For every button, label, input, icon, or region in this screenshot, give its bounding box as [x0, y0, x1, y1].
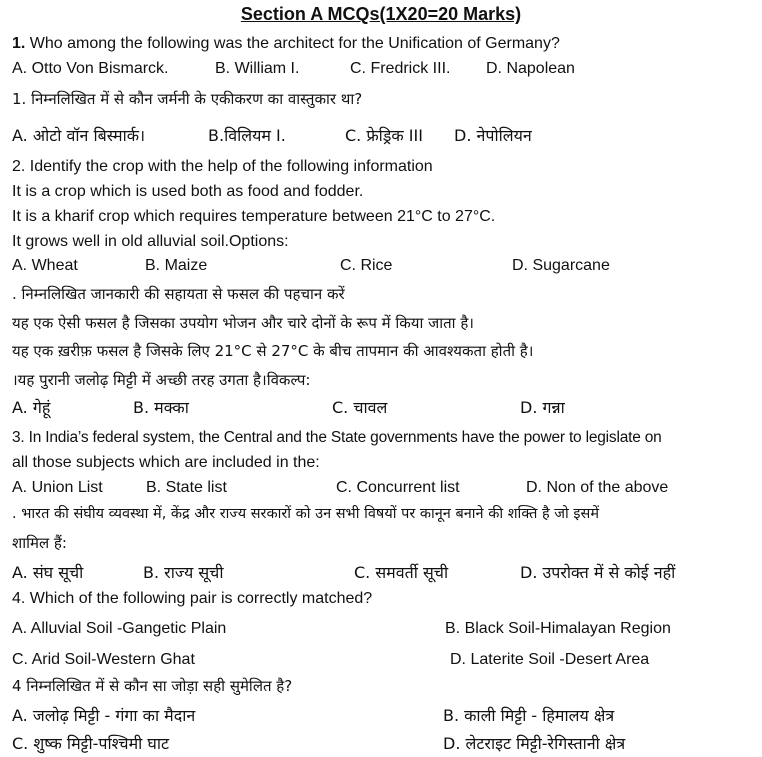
question-4-hindi: 4 निम्नलिखित में से कौन सा जोड़ा सही सुमेलित है? — [12, 677, 293, 695]
q3-hindi-option-a: A. संघ सूची — [12, 563, 84, 582]
q4-option-b: B. Black Soil-Himalayan Region — [445, 620, 671, 637]
q2-hindi-option-a: A. गेहूं — [12, 398, 51, 417]
q4-hindi-option-a: A. जलोढ़ मिट्टी - गंगा का मैदान — [12, 706, 196, 725]
question-2-text: 2. Identify the crop with the help of the following information — [12, 158, 433, 175]
question-2-hindi-line-3: ।यह पुरानी जलोढ़ मिट्टी में अच्छी तरह उगता है।विकल्प: — [12, 371, 311, 389]
q3-hindi-option-b: B. राज्य सूची — [143, 563, 224, 582]
q3-hindi-option-d: D. उपरोक्त में से कोई नहीं — [520, 563, 676, 582]
q2-option-b: B. Maize — [145, 257, 208, 274]
section-heading: Section A MCQs(1X20=20 Marks) — [240, 4, 522, 24]
question-2-line-2: It is a kharif crop which requires temperature between 21°C to 27°C. — [12, 208, 496, 225]
q4-option-d: D. Laterite Soil -Desert Area — [450, 651, 650, 668]
q1-option-c: C. Fredrick III. — [350, 60, 451, 77]
question-3-hindi-2: शामिल हैं: — [12, 534, 67, 552]
q1-option-b: B. William I. — [215, 60, 300, 77]
q1-hindi-option-d: D. नेपोलियन — [454, 126, 532, 145]
q1-hindi-option-a: A. ओटो वॉन बिस्मार्क। — [12, 126, 146, 145]
question-1-text: Who among the following was the architect for the Unification of Germany? — [29, 35, 560, 52]
question-2-line-3: It grows well in old alluvial soil.Options: — [12, 233, 289, 250]
question-1-hindi: 1. निम्नलिखित में से कौन जर्मनी के एकीकरण का वास्तुकार था? — [12, 90, 363, 108]
q3-option-b: B. State list — [146, 479, 227, 496]
question-3-hindi: . भारत की संघीय व्यवस्था में, केंद्र और राज्य सरकारों को उन सभी विषयों पर कानून बनाने की शक्ति है जो इसमें — [12, 506, 599, 522]
question-2-hindi-line-1: यह एक ऐसी फसल है जिसका उपयोग भोजन और चारे दोनों के रूप में किया जाता है। — [12, 314, 474, 332]
q2-option-d: D. Sugarcane — [512, 257, 610, 274]
q4-option-c: C. Arid Soil-Western Ghat — [12, 651, 195, 668]
q4-hindi-option-c: C. शुष्क मिट्टी-पश्चिमी घाट — [12, 734, 170, 753]
q2-hindi-option-b: B. मक्का — [133, 398, 189, 417]
q2-hindi-option-c: C. चावल — [332, 398, 388, 417]
q1-option-d: D. Napolean — [486, 60, 575, 77]
q3-option-d: D. Non of the above — [526, 479, 669, 496]
q4-hindi-option-b: B. काली मिट्टी - हिमालय क्षेत्र — [443, 706, 615, 725]
question-2-hindi-line-2: यह एक ख़रीफ़ फसल है जिसके लिए 21°C से 27°C के बीच तापमान की आवश्यकता होती है। — [12, 342, 534, 360]
q3-hindi-option-c: C. समवर्ती सूची — [354, 563, 449, 582]
q1-hindi-option-b: B.विलियम I. — [208, 126, 286, 145]
question-3-text-2: all those subjects which are included in the: — [12, 454, 320, 471]
question-1-number: 1. — [12, 35, 26, 52]
q2-option-c: C. Rice — [340, 257, 393, 274]
question-2-hindi: . निम्नलिखित जानकारी की सहायता से फसल की पहचान करें — [12, 285, 345, 303]
question-3-text: 3. In India’s federal system, the Central and the State governments have the power to legislate on — [12, 429, 662, 446]
q4-option-a: A. Alluvial Soil -Gangetic Plain — [12, 620, 227, 637]
q1-hindi-option-c: C. फ्रेड्रिक III — [345, 126, 423, 145]
q2-option-a: A. Wheat — [12, 257, 78, 274]
q4-hindi-option-d: D. लेटराइट मिट्टी-रेगिस्तानी क्षेत्र — [443, 734, 626, 753]
question-2-line-1: It is a crop which is used both as food and fodder. — [12, 183, 364, 200]
q3-option-a: A. Union List — [12, 479, 103, 496]
question-1 — [12, 34, 560, 54]
question-4-text: 4. Which of the following pair is correctly matched? — [12, 590, 373, 607]
q3-option-c: C. Concurrent list — [336, 479, 460, 496]
q2-hindi-option-d: D. गन्ना — [520, 398, 565, 417]
q1-option-a: A. Otto Von Bismarck. — [12, 60, 169, 77]
